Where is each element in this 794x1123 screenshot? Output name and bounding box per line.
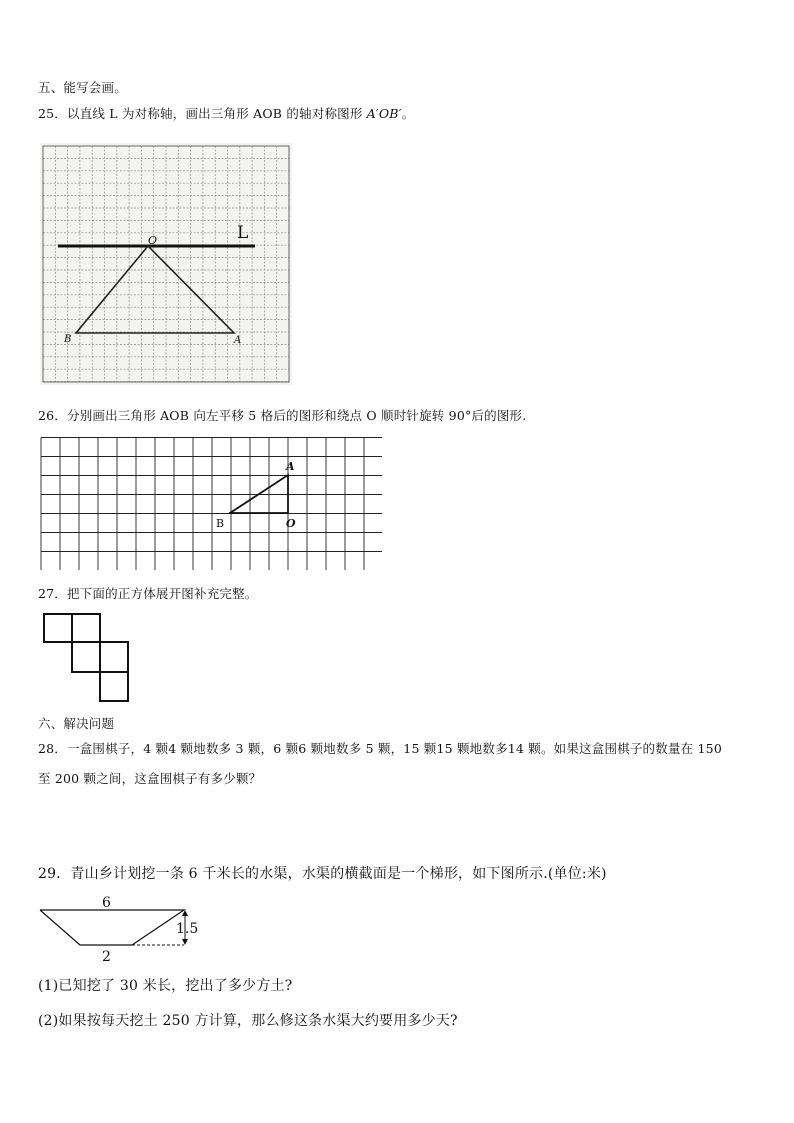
label-b: B	[64, 334, 72, 345]
label-l: L	[237, 223, 249, 243]
section-6-title: 六、解决问题	[38, 716, 115, 731]
question-29-text: 29．青山乡计划挖一条 6 千米长的水渠，水渠的横截面是一个梯形，如下图所示.(单位:米)	[38, 866, 607, 882]
question-25-text	[38, 104, 414, 122]
height-arrow-down	[182, 939, 188, 945]
trapezoid-figure	[36, 893, 206, 965]
question-29-part-1: (1)已知挖了 30 米长，挖出了多少方土?	[38, 978, 293, 994]
label-b-26: B	[216, 517, 225, 530]
question-25-suffix: 。	[401, 106, 415, 121]
q26-grid	[41, 438, 382, 571]
net-square-3	[72, 642, 100, 672]
section-5-title: 五、能写会画。	[38, 80, 127, 95]
question-29-part-2: (2)如果按每天挖土 250 方计算，那么修这条水渠大约要用多少天?	[38, 1013, 458, 1029]
trapezoid-shape	[40, 910, 184, 945]
question-28-line-2: 至 200 颗之间，这盒围棋子有多少颗？	[38, 771, 262, 786]
question-26-text: 26．分别画出三角形 AOB 向左平移 5 格后的图形和绕点 O 顺时针旋转 90°后的图形.	[38, 408, 527, 423]
bottom-length-label: 2	[102, 949, 111, 965]
label-a: A	[234, 335, 242, 346]
net-square-1	[44, 614, 72, 642]
question-28-line-1: 28．一盒围棋子，4 颗4 颗地数多 3 颗，6 颗6 颗地数多 5 颗，15 颗15 颗地数多14 颗。如果这盒围棋子的数量在 150	[38, 741, 722, 756]
question-25-target: A′OB′	[366, 106, 402, 121]
triangle-aob-26	[230, 475, 288, 513]
net-square-2	[72, 614, 100, 642]
question-27-text: 27．把下面的正方体展开图补充完整。	[38, 586, 258, 601]
height-label: 1.5	[176, 921, 199, 937]
label-o: O	[148, 234, 158, 247]
label-o-26: O	[286, 517, 296, 530]
net-square-4	[100, 642, 128, 672]
net-square-5	[100, 672, 128, 701]
top-length-label: 6	[102, 895, 111, 911]
label-a-26: A	[286, 460, 295, 473]
q26-grid-figure	[40, 437, 382, 570]
question-25-main: 25．以直线 L 为对称轴，画出三角形 AOB 的轴对称图形	[38, 106, 363, 121]
q25-figure	[40, 143, 292, 385]
cube-net-figure	[42, 612, 132, 704]
